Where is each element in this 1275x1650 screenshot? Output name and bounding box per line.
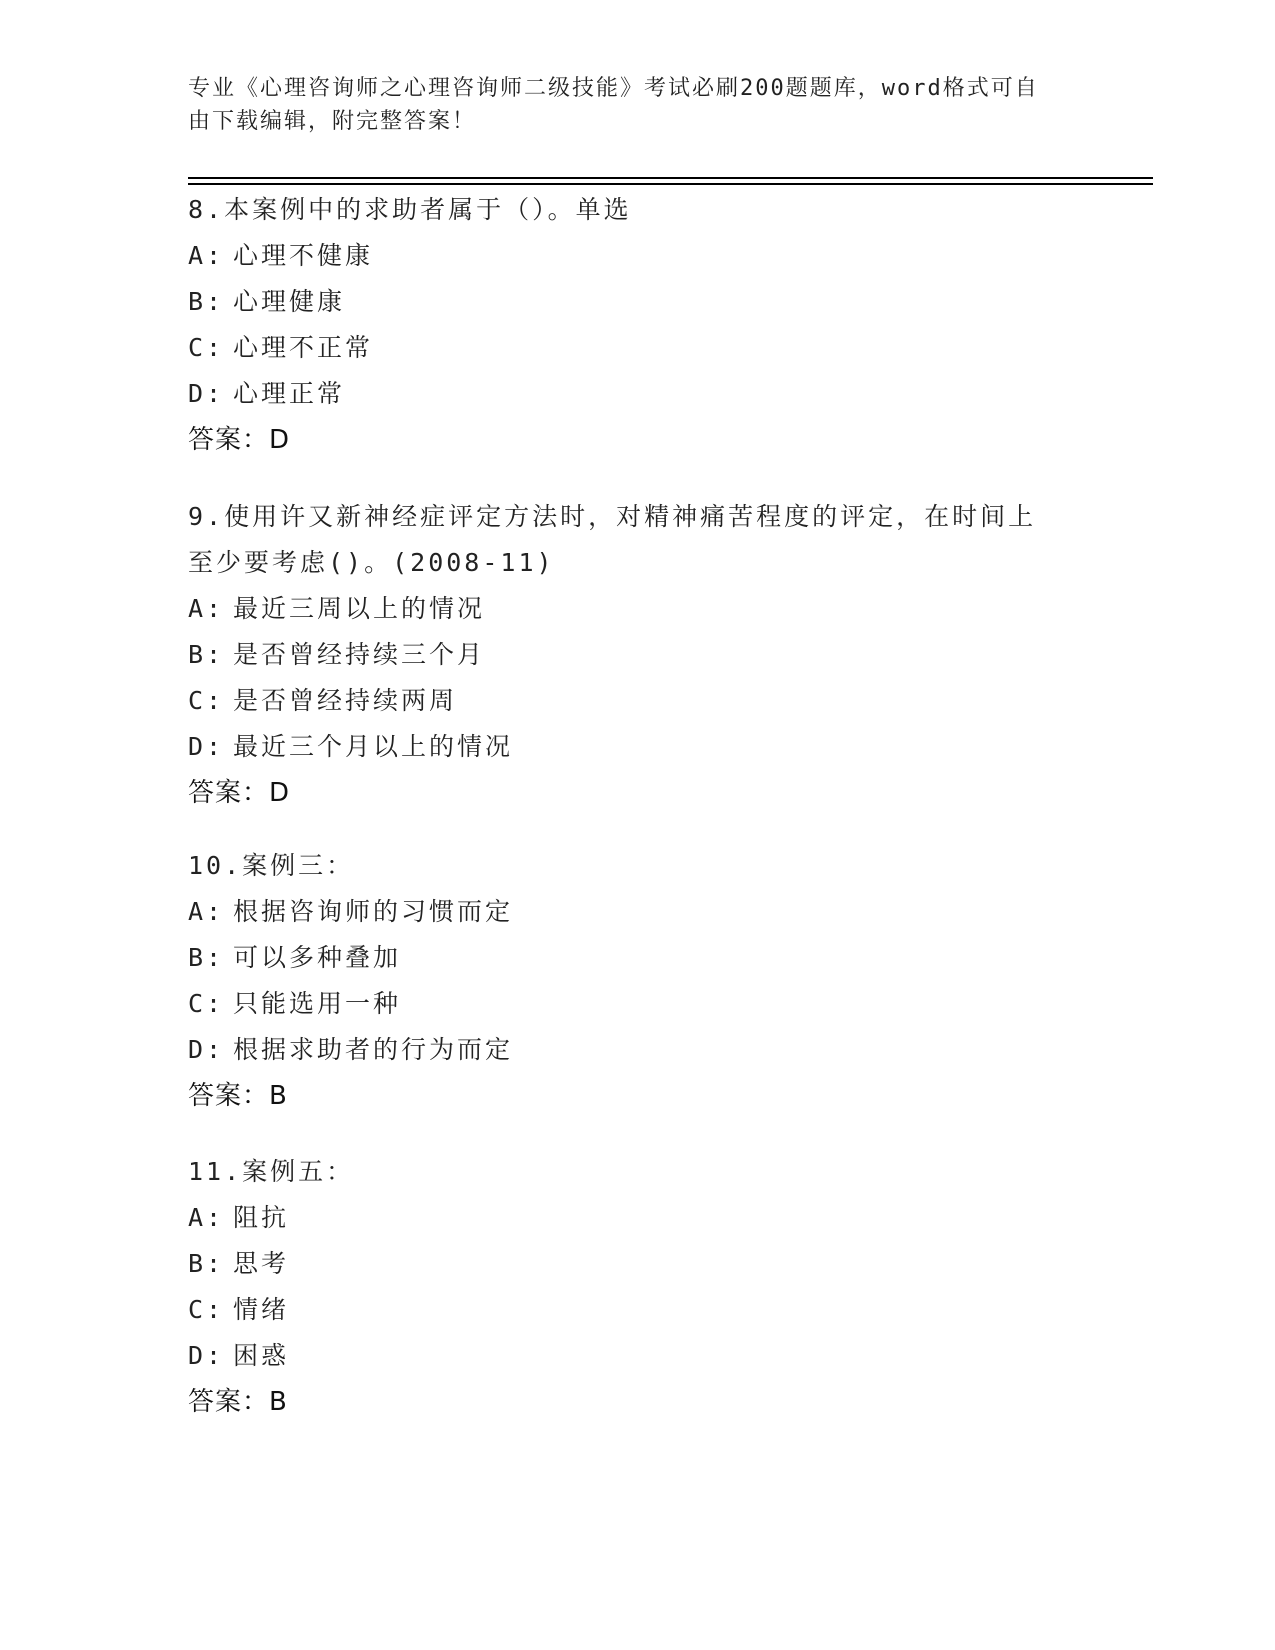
- option-key: D:: [188, 732, 225, 761]
- question-11: [188, 1149, 1068, 1425]
- option-d: [188, 724, 1068, 770]
- option-text: 根据咨询师的习惯而定: [233, 897, 514, 926]
- option-a: [188, 586, 1068, 632]
- option-key: C:: [188, 989, 225, 1018]
- header-divider-bottom: [188, 183, 1153, 185]
- question-10: [188, 843, 1068, 1119]
- answer-value: B: [269, 1387, 287, 1417]
- option-d: [188, 1333, 1068, 1379]
- option-a: [188, 1195, 1068, 1241]
- answer-label: 答案：: [188, 778, 270, 808]
- option-key: B:: [188, 1249, 225, 1278]
- answer-line: [188, 1379, 1068, 1425]
- option-key: C:: [188, 333, 225, 362]
- question-stem-line-2: 至少要考虑()。(2008-11): [188, 548, 555, 577]
- option-key: A:: [188, 594, 225, 623]
- option-text: 根据求助者的行为而定: [233, 1035, 514, 1064]
- option-text: 心理不健康: [233, 241, 374, 270]
- answer-value: D: [269, 778, 290, 808]
- option-b: [188, 1241, 1068, 1287]
- option-text: 心理正常: [233, 379, 346, 408]
- question-stem: 10.案例三：: [188, 851, 355, 880]
- option-key: D:: [188, 1341, 225, 1370]
- option-a: [188, 233, 1068, 279]
- answer-line: [188, 770, 1068, 816]
- option-key: B:: [188, 640, 225, 669]
- option-text: 是否曾经持续两周: [233, 686, 458, 715]
- option-d: [188, 1027, 1068, 1073]
- document-header: [188, 72, 1068, 138]
- option-key: A:: [188, 1203, 225, 1232]
- answer-value: B: [269, 1081, 287, 1111]
- option-b: [188, 935, 1068, 981]
- option-key: A:: [188, 897, 225, 926]
- option-a: [188, 889, 1068, 935]
- option-text: 最近三个月以上的情况: [233, 732, 514, 761]
- option-c: [188, 325, 1068, 371]
- option-text: 思考: [233, 1249, 290, 1278]
- option-key: D:: [188, 379, 225, 408]
- question-stem: 8.本案例中的求助者属于（）。单选: [188, 195, 632, 224]
- option-c: [188, 981, 1068, 1027]
- header-divider-top: [188, 177, 1153, 179]
- header-line-1: 专业《心理咨询师之心理咨询师二级技能》考试必刷200题题库，word格式可自: [188, 76, 1039, 101]
- answer-label: 答案：: [188, 1081, 270, 1111]
- option-key: B:: [188, 943, 225, 972]
- option-c: [188, 1287, 1068, 1333]
- option-text: 只能选用一种: [233, 989, 402, 1018]
- answer-line: [188, 1073, 1068, 1119]
- option-text: 情绪: [233, 1295, 290, 1324]
- answer-label: 答案：: [188, 1387, 270, 1417]
- option-text: 可以多种叠加: [233, 943, 402, 972]
- option-text: 是否曾经持续三个月: [233, 640, 486, 669]
- answer-line: [188, 417, 1068, 463]
- option-key: C:: [188, 686, 225, 715]
- option-key: B:: [188, 287, 225, 316]
- option-text: 最近三周以上的情况: [233, 594, 486, 623]
- answer-value: D: [269, 425, 290, 455]
- question-9: [188, 494, 1068, 816]
- option-text: 心理健康: [233, 287, 346, 316]
- option-d: [188, 371, 1068, 417]
- header-line-2: 由下载编辑，附完整答案！: [188, 109, 477, 134]
- option-b: [188, 632, 1068, 678]
- option-text: 阻抗: [233, 1203, 290, 1232]
- option-b: [188, 279, 1068, 325]
- option-text: 困惑: [233, 1341, 290, 1370]
- question-stem-line-1: 9.使用许又新神经症评定方法时，对精神痛苦程度的评定，在时间上: [188, 502, 1037, 531]
- option-key: C:: [188, 1295, 225, 1324]
- option-c: [188, 678, 1068, 724]
- question-stem: 11.案例五：: [188, 1157, 355, 1186]
- answer-label: 答案：: [188, 425, 270, 455]
- option-key: A:: [188, 241, 225, 270]
- question-8: [188, 187, 1068, 463]
- option-key: D:: [188, 1035, 225, 1064]
- option-text: 心理不正常: [233, 333, 374, 362]
